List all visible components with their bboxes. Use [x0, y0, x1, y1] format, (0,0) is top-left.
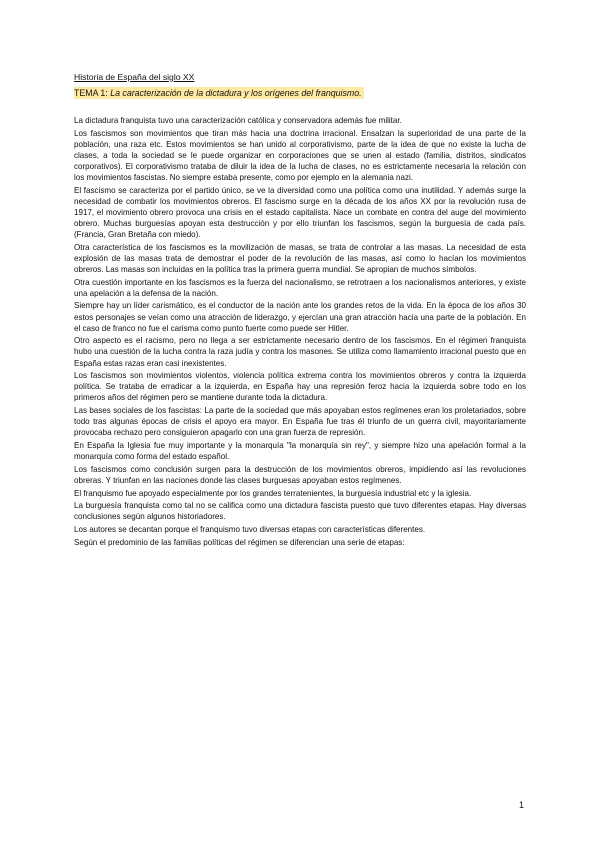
- paragraph: Según el predominio de las familias políticas del régimen se diferencian una serie de etapas:: [74, 537, 405, 547]
- paragraph: En España la Iglesia fue muy importante y la monarquía "la monarquía sin rey", y siempre hizo una apelación formal a la monarquía como forma del estado español.: [74, 440, 526, 462]
- paragraph: Los fascismos son movimientos que tiran más hacia una doctrina irracional. Ensalzan la superioridad de una parte de la población, una raza etc. Estos movimientos se han unido al corporativismo, parte de la idea de que no existe la lucha de clases, a toda la sociedad se le puede organizar en corporaciones que se unen al estado (familia, distritos, sindicatos corporativos). El corporativismo trataba de diluir la idea de la lucha de clases, no es estrictamente necesaria la relación con los movimientos fascistas. No siempre estaba presente, como por ejemplo en la alemania nazi.: [74, 128, 526, 183]
- paragraph: Otra característica de los fascismos es la movilización de masas, se trata de controlar a las masas. La necesidad de esta explosión de las masas trata de demostrar el poder de la revolución de las masas, así como lo hacían los movimientos obreros. Las masas son incluidas en la política tras la primera guerra mundial. Se apropian de muchos símbolos.: [74, 242, 526, 274]
- paragraph: Los autores se decantan porque el franquismo tuvo diversas etapas con características diferentes.: [74, 525, 426, 534]
- body-text: [74, 115, 526, 548]
- paragraph: Los fascismos son movimientos violentos, violencia política extrema contra los movimientos obreros y contra la izquierda política. Se trataba de erradicar a la izquierda, en España hay una represión feroz hacia la izquierda sobre todo en los primeros años del régimen pero se mantiene durante toda la dictadura.: [74, 371, 526, 403]
- page-number: 1: [519, 800, 525, 810]
- paragraph: Otro aspecto es el racismo, pero no llega a ser estrictamente necesario dentro de los fascismos. En el régimen franquista hubo una cuestión de la lucha contra la raza judía y contra los masones. Se utiliza como llamamiento irracional puesto que en España estas razas eran casi inexistentes.: [74, 336, 526, 368]
- paragraph: Los fascismos como conclusión surgen para la destrucción de los movimientos obreros, impidiendo así las revoluciones obreras. Y triunfan en las naciones donde las clases burguesas apoyaban estos regímenes.: [74, 464, 526, 485]
- course-title: Historia de España del siglo XX: [74, 72, 195, 82]
- theme-title: La caracterización de la dictadura y los orígenes del franquismo.: [110, 88, 362, 98]
- paragraph: El franquismo fue apoyado especialmente por los grandes terratenientes, la burguesía industrial etc y la iglesia.: [74, 488, 472, 498]
- paragraph: Otra cuestión importante en los fascismos es la fuerza del nacionalismo, se retrotraen a los nacionalismos anteriores, y existe una apelación a la defensa de la nación.: [74, 277, 526, 298]
- paragraph: La burguesía franquista como tal no se califica como una dictadura fascista puesto que tuvo diferentes etapas. Hay diversas conclusiones según algunos historiadores.: [74, 501, 526, 522]
- page-content: [74, 72, 526, 549]
- theme-label: TEMA 1:: [74, 88, 108, 98]
- paragraph: Las bases sociales de los fascistas: La parte de la sociedad que más apoyaban estos regímenes eran los proletariados, sobre todo tras algunas épocas de crisis el apoyo era mayor. En España fue tras él triunfo de un guerra civil, mayoritariamente provocaba rechazo pero consiguieron apagarlo con una gran fuerza de represión.: [74, 406, 526, 438]
- paragraph: El fascismo se caracteriza por el partido único, se ve la diversidad como una política como una inutilidad. Y además surge la necesidad de combatir los movimientos obreros. El fascismo surge en la década de los años XX por la revolución rusa de 1917, el movimiento obrero provoca una crisis en el estado capitalista. Nace un combate en contra del auge del movimiento obrero. Muchas burguesías apoyan esta destrucción y por ello triunfan los fascismos, según la burguesía de cada país. (Francia, Gran Bretaña con miedo).: [74, 185, 526, 240]
- paragraph: Siempre hay un líder carismático, es el conductor de la nación ante los grandes retos de la vida. En la época de los años 30 estos personajes se veían como una atracción de liderazgo, y ejercían una gran atracción hacia una parte de la población. En el caso de franco no fue el carisma como punto fuerte como puede ser Hitler.: [74, 301, 526, 333]
- theme-heading: [74, 87, 364, 99]
- paragraph: La dictadura franquista tuvo una caracterización católica y conservadora además fue militar.: [74, 116, 402, 125]
